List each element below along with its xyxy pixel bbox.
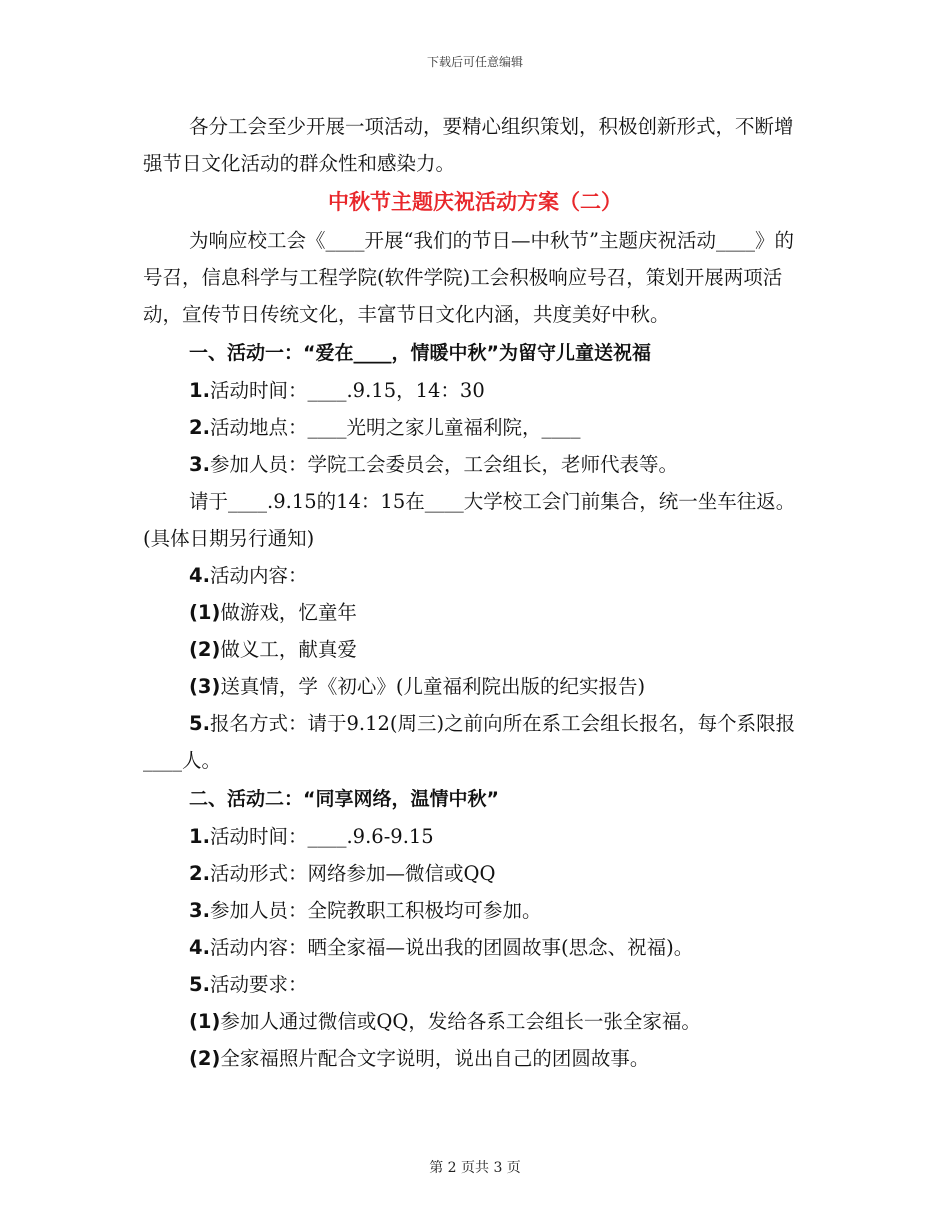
item-text: 活动要求： [209,973,308,996]
activity2-heading: 二、活动二：“同享网络，温情中秋” [189,788,499,810]
sub-item-text: 参加人通过微信或QQ，发给各系工会组长一张全家福。 [220,1010,701,1033]
list-item [143,409,807,446]
item-number: 4. [189,564,210,587]
item-number: 5. [189,973,210,996]
item-number: 3. [189,453,210,476]
list-item [143,855,807,892]
item-text: 活动地点：____光明之家儿童福利院，____ [209,416,581,439]
list-item [143,557,807,594]
sub-list-item [143,594,807,631]
page-footer: 第 2 页共 3 页 [429,1160,521,1176]
list-item [143,818,807,855]
sub-item-number: (2) [189,1047,221,1070]
page-header: 下载后可任意编辑 [426,55,523,69]
sub-item-number: (1) [189,1010,221,1033]
sub-item-text: 全家福照片配合文字说明，说出自己的团圆故事。 [220,1047,650,1070]
sub-list-item [143,1003,807,1040]
item-text: 活动时间：____.9.6-9.15 [209,825,434,848]
opening-paragraph: 为响应校工会《____开展“我们的节日—中秋节”主题庆祝活动____》的号召，信息科学与工程学院(软件学院)工会积极响应号召，策划开展两项活动，宣传节日传统文化，丰富节日文化内涵，共度美好中秋。 [143,229,794,326]
item-text: 活动内容： [209,564,308,587]
item-number: 1. [189,379,210,402]
sub-item-text: 送真情，学《初心》(儿童福利院出版的纪实报告) [220,675,646,698]
sub-list-item [143,668,807,705]
item-text: 活动形式：网络参加—微信或QQ [209,862,496,885]
sub-item-number: (3) [189,675,221,698]
sub-item-number: (1) [189,601,221,624]
item-number: 2. [189,416,210,439]
item-number: 5. [189,712,210,735]
list-item [143,372,807,409]
sub-list-item [143,631,807,668]
list-item [143,929,807,966]
item-number: 1. [189,825,210,848]
list-item [143,892,807,929]
item-text: 活动内容：晒全家福—说出我的团圆故事(思念、祝福)。 [209,936,694,959]
item-text: 活动时间：____.9.15，14：30 [209,379,485,402]
sub-list-item [143,1040,807,1077]
item-text: 参加人员：全院教职工积极均可参加。 [209,899,542,922]
item-text: 报名方式：请于9.12(周三)之前向所在系工会组长报名，每个系限报____人。 [143,712,796,772]
signup-paragraph [143,705,807,779]
item-text: 参加人员：学院工会委员会，工会组长，老师代表等。 [209,453,678,476]
item-number: 3. [189,899,210,922]
document-body [143,108,807,1077]
item-number: 4. [189,936,210,959]
document-title: 中秋节主题庆祝活动方案（二） [328,189,622,214]
gather-note: 请于____.9.15的14：15在____大学校工会门前集合，统一坐车往返。(具体日期另行通知) [143,490,796,550]
activity1-heading: 一、活动一：“爱在____，情暖中秋”为留守儿童送祝福 [189,342,651,364]
sub-item-text: 做义工，献真爱 [220,638,357,661]
sub-item-number: (2) [189,638,221,661]
list-item [143,446,807,483]
list-item [143,966,807,1003]
item-number: 2. [189,862,210,885]
sub-item-text: 做游戏，忆童年 [220,601,357,624]
intro-paragraph: 各分工会至少开展一项活动，要精心组织策划，积极创新形式，不断增强节日文化活动的群众性和感染力。 [143,115,794,175]
